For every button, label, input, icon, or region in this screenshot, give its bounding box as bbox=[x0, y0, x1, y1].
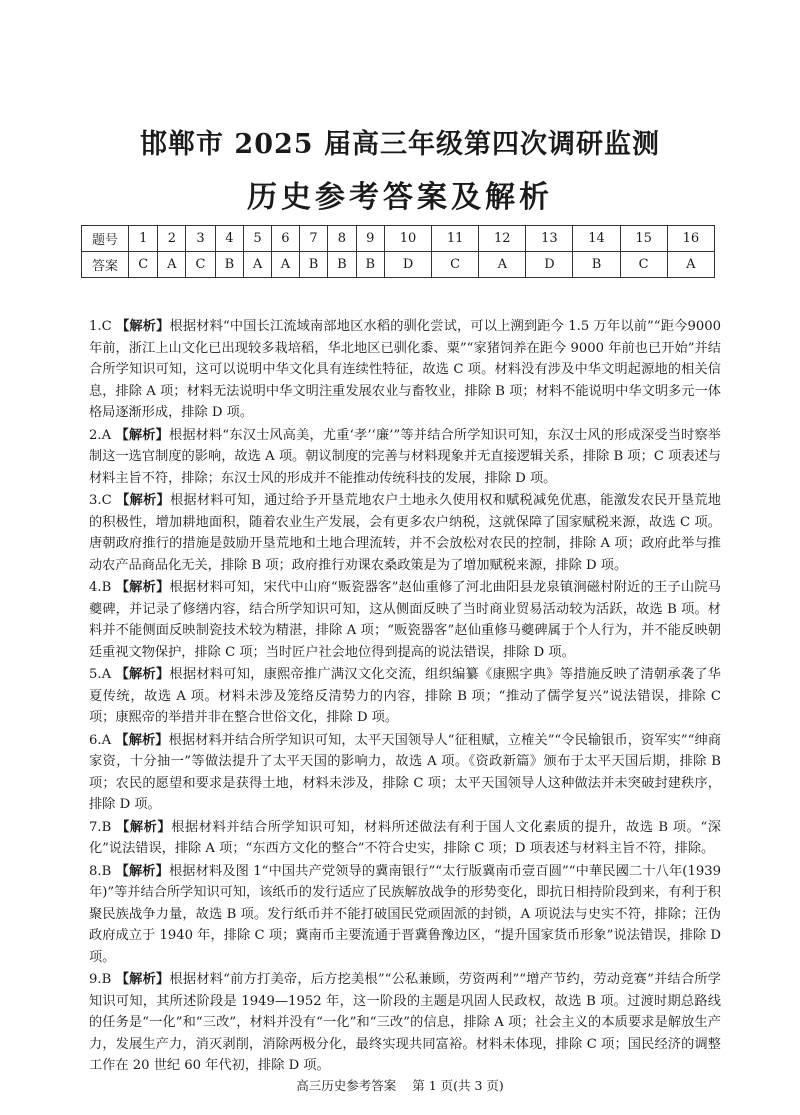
document-title: 邯郸市 2025 届高三年级第四次调研监测 bbox=[140, 129, 660, 160]
item-number: 7.B bbox=[89, 819, 112, 835]
item-text: 根据材料可知，宋代中山府“贩瓷器客”赵仙重修了河北曲阳县龙泉镇涧磁村附近的王子山院马夔碑，并记录了修缮内容，结合所学知识可知，这从侧面反映了当时商业贸易活动较为活跃，故选 B 项。材料并不能侧面反映制瓷技术较为精湛，排除 A 项；“贩瓷器客”赵仙重修马夔碑属于个人行为，并不能反映朝廷重视文物保护，排除 C 项；当时匠户社会地位得到提高的说法错误，排除 D 项。 bbox=[89, 580, 721, 660]
explanation-list bbox=[89, 316, 721, 1078]
answer-cell: C bbox=[620, 252, 667, 278]
question-number: 3 bbox=[186, 226, 215, 252]
item-number: 8.B bbox=[89, 863, 112, 879]
answer-cell: D bbox=[384, 252, 431, 278]
answer-cell: C bbox=[129, 252, 158, 278]
item-number: 6.A bbox=[89, 732, 112, 748]
analysis-tag: 【解析】 bbox=[116, 493, 170, 508]
item-text: 根据材料并结合所学知识可知，太平天国领导人“征租赋，立榷关”“令民输银币，资军实”“绅商家资，十分抽一”等做法提升了太平天国的影响力，故选 A 项。《资政新篇》颁布于太平天国后期，排除 B 项；农民的愿望和要求是获得土地，材料未涉及，排除 C 项；太平天国领导人这种做法并未突破封建秩序，排除 D 项。 bbox=[89, 732, 722, 812]
item-text: 根据材料可知，通过给予开垦荒地农户土地永久使用权和赋税减免优惠，能激发农民开垦荒地的积极性，增加耕地面积，随着农业生产发展，会有更多农户纳税，这就保障了国家赋税来源，故选 C 项。唐朝政府推行的措施是鼓励开垦荒地和土地合理流转，并不会放松对农民的控制，排除 A 项；政府此举与推动农产品商品化无关，排除 B 项；政府推行劝课农桑政策是为了增加赋税来源，排除 D 项。 bbox=[89, 493, 721, 573]
answer-cell: B bbox=[356, 252, 384, 278]
answer-cell: D bbox=[526, 252, 573, 278]
item-number: 3.C bbox=[89, 493, 112, 508]
item-text: 根据材料“中国长江流域南部地区水稻的驯化尝试，可以上溯到距今 1.5 万年以前”“距今9000 年前，浙江上山文化已出现较多栽培稻，华北地区已驯化黍、粟”“家猪饲养在距今 9000 年前也已开始”并结合所学知识可知，这可以说明中华文化具有连续性特征，故选 C 项。材料没有涉及中华文明起源地的相关信息，排除 A 项；材料无法说明中华文明注重发展农业与畜牧业，排除 B 项；材料不能说明中华文明多元一体格局逐渐形成，排除 D 项。 bbox=[89, 319, 722, 420]
item-number: 4.B bbox=[89, 580, 112, 595]
question-number: 9 bbox=[356, 226, 384, 252]
item-text: 根据材料及图 1“中国共产党领导的冀南银行”“太行版冀南币壹百圆”“中華民國二十八年(1939 年)”等并结合所学知识可知，该纸币的发行适应了民族解放战争的形势变化，即抗日相持阶段到来，有利于积聚民族战争力量，故选 B 项。发行纸币并不能打破国民党顽固派的封锁，A 项说法与史实不符，排除；汪伪政府成立于 1940 年，排除 C 项；冀南币主要流通于晋冀鲁豫边区，“提升国家货币形象”说法错误，排除 D 项。 bbox=[89, 863, 722, 965]
row-header-question: 题号 bbox=[82, 226, 129, 252]
answer-cell: B bbox=[215, 252, 243, 278]
answer-cell: B bbox=[573, 252, 620, 278]
analysis-tag: 【解析】 bbox=[115, 427, 169, 443]
item-text: 根据材料并结合所学知识可知，材料所述做法有利于国人文化素质的提升，故选 B 项。“深化”说法错误，排除 A 项；“东西方文化的整合”不符合史实，排除 C 项；D 项表述与材料主旨不符，排除。 bbox=[89, 819, 721, 856]
analysis-tag: 【解析】 bbox=[115, 863, 169, 879]
analysis-tag: 【解析】 bbox=[115, 667, 170, 682]
question-number: 12 bbox=[479, 226, 526, 252]
item-number: 1.C bbox=[89, 319, 112, 334]
item-text: 根据材料可知，康熙帝推广满汉文化交流，组织编纂《康熙字典》等措施反映了清朝承袭了华夏传统，故选 A 项。材料未涉及笼络反清势力的内容，排除 B 项；“推动了儒学复兴”说法错误，排除 C 项；康熙帝的举措并非在整合世俗文化，排除 D 项。 bbox=[89, 667, 721, 725]
item-number: 9.B bbox=[89, 972, 112, 987]
question-number: 10 bbox=[384, 226, 431, 252]
question-number: 2 bbox=[158, 226, 186, 252]
question-number: 1 bbox=[129, 226, 158, 252]
question-number: 13 bbox=[526, 226, 573, 252]
answer-cell: B bbox=[328, 252, 356, 278]
answer-cell: B bbox=[299, 252, 327, 278]
explanation-item bbox=[89, 664, 721, 729]
item-text: 根据材料“东汉士风高美，尤重‘孝’‘廉’”等并结合所学知识可知，东汉士风的形成深受当时察举制这一选官制度的影响，故选 A 项。朝议制度的完善与材料现象并无直接逻辑关系，排除 B 项；C 项表述与材料主旨不符，排除；东汉士风的形成并不能推动传统科技的发展，排除 D 项。 bbox=[89, 427, 721, 486]
answer-cell: A bbox=[667, 252, 714, 278]
item-number: 2.A bbox=[89, 427, 112, 443]
explanation-item bbox=[89, 490, 721, 576]
answer-cell: C bbox=[186, 252, 215, 278]
answer-row bbox=[82, 252, 715, 278]
answer-cell: C bbox=[432, 252, 479, 278]
item-text: 根据材料“前方打美帝，后方挖美根”“公私兼顾，劳资两利”“增产节约，劳动竞赛”并结合所学知识可知，其所述阶段是 1949—1952 年，这一阶段的主题是巩固人民政权，故选 B 项。过渡时期总路线的任务是“一化”和“三改”，材料并没有“一化”和“三改”的信息，排除 A 项；社会主义的本质要求是解放生产力，发展生产力，消灭剥削，消除两极分化，最终实现共同富裕。材料未体现，排除 C 项；国民经济的调整工作在 20 世纪 60 年代初，排除 D 项。 bbox=[89, 972, 721, 1073]
question-number: 7 bbox=[299, 226, 327, 252]
answer-table bbox=[81, 225, 715, 278]
question-number: 16 bbox=[667, 226, 714, 252]
analysis-tag: 【解析】 bbox=[115, 580, 170, 595]
explanation-item bbox=[89, 577, 721, 663]
question-number: 5 bbox=[244, 226, 272, 252]
answer-cell: A bbox=[244, 252, 272, 278]
footer-doc-name: 高三历史参考答案 bbox=[296, 1078, 397, 1093]
row-header-answer: 答案 bbox=[82, 252, 129, 278]
question-number: 8 bbox=[328, 226, 356, 252]
answer-cell: A bbox=[271, 252, 299, 278]
question-number: 14 bbox=[573, 226, 620, 252]
analysis-tag: 【解析】 bbox=[115, 972, 170, 987]
analysis-tag: 【解析】 bbox=[116, 319, 170, 334]
footer-page-number: 第 1 页(共 3 页) bbox=[412, 1078, 504, 1093]
question-number: 4 bbox=[215, 226, 243, 252]
document-subtitle: 历史参考答案及解析 bbox=[247, 180, 553, 215]
explanation-item bbox=[89, 425, 721, 490]
question-number: 15 bbox=[620, 226, 667, 252]
explanation-item bbox=[89, 969, 721, 1077]
analysis-tag: 【解析】 bbox=[116, 819, 172, 835]
explanation-item bbox=[89, 817, 721, 860]
page-footer bbox=[0, 1076, 800, 1094]
explanation-item bbox=[89, 316, 721, 424]
explanation-item bbox=[89, 861, 721, 969]
answer-cell: A bbox=[158, 252, 186, 278]
analysis-tag: 【解析】 bbox=[115, 732, 169, 748]
question-number: 6 bbox=[271, 226, 299, 252]
question-number: 11 bbox=[432, 226, 479, 252]
answer-cell: A bbox=[479, 252, 526, 278]
question-number-row bbox=[82, 226, 715, 252]
explanation-item bbox=[89, 730, 721, 816]
item-number: 5.A bbox=[89, 667, 112, 682]
